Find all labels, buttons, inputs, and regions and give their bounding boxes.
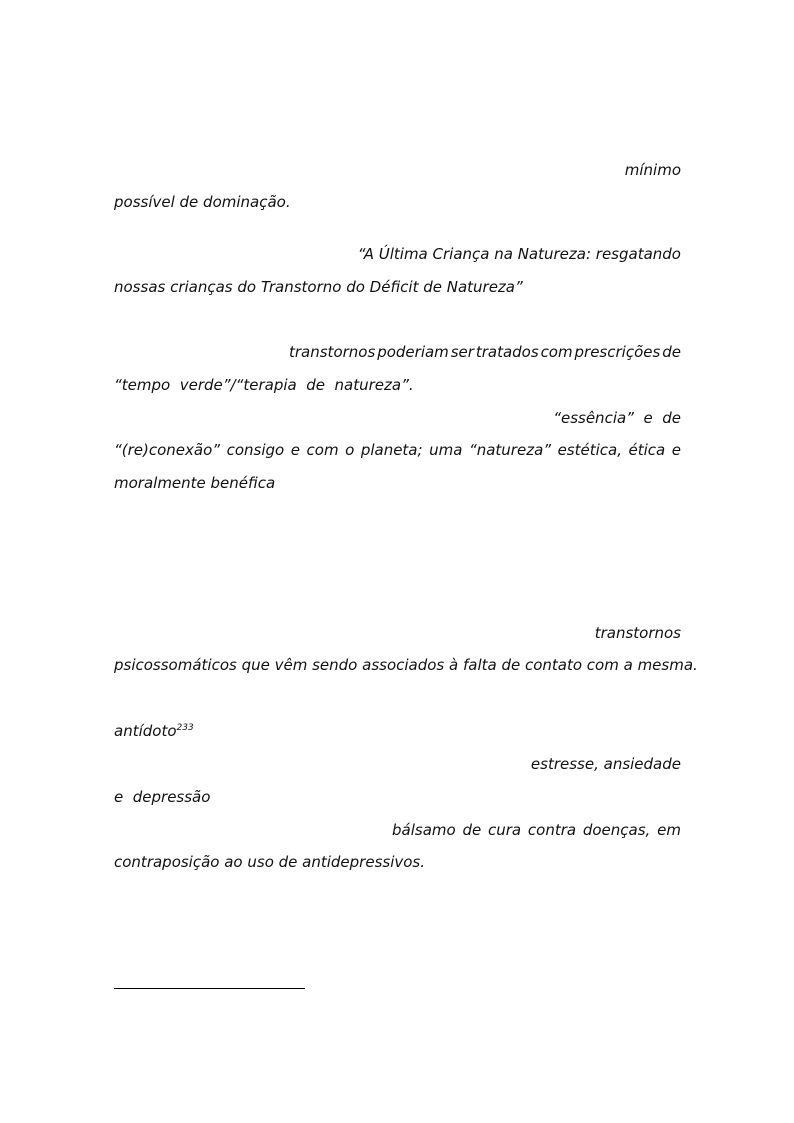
antidoto-word: antídoto xyxy=(114,722,177,740)
text-line-minimo: mínimo xyxy=(624,161,681,179)
text-line-moralmente: moralmente benéfica xyxy=(114,474,276,492)
text-line-depressao: e depressão xyxy=(114,788,211,806)
text-line-book-title-cont: nossas crianças do Transtorno do Déficit de Natureza” xyxy=(114,278,523,296)
text-line-reconexao xyxy=(114,440,681,460)
word: contra xyxy=(527,821,577,839)
text-line-antidoto xyxy=(114,721,194,741)
word: “natureza” xyxy=(468,441,552,459)
word: de xyxy=(662,343,681,361)
word: ser xyxy=(450,343,474,361)
text-line-transtornos-2: transtornos xyxy=(594,624,681,642)
text-line-estresse: estresse, ansiedade xyxy=(530,755,681,773)
text-line-transtornos xyxy=(289,342,681,362)
word: poderiam xyxy=(377,343,449,361)
word: bálsamo xyxy=(392,821,456,839)
word: em xyxy=(657,821,681,839)
word: transtornos xyxy=(289,343,376,361)
word: com xyxy=(306,441,339,459)
text-line-contraposicao: contraposição ao uso de antidepressivos. xyxy=(114,853,426,871)
text-line-dominacao: possível de dominação. xyxy=(114,193,291,211)
word: estética, xyxy=(557,441,622,459)
footnote-separator xyxy=(114,988,305,989)
word: e xyxy=(290,441,300,459)
text-line-tempo-verde: “tempo verde”/“terapia de natureza”. xyxy=(114,376,414,394)
word: prescrições xyxy=(574,343,661,361)
text-line-balsamo xyxy=(392,820,681,840)
word: e xyxy=(671,441,681,459)
footnote-marker[interactable]: 233 xyxy=(176,723,194,733)
word: tratados xyxy=(475,343,539,361)
word: cura xyxy=(488,821,522,839)
word: com xyxy=(540,343,573,361)
text-line-psicossomaticos: psicossomáticos que vêm sendo associados à falta de contato com a mesma. xyxy=(114,656,698,674)
text-line-essencia: “essência” e de xyxy=(553,409,681,427)
word: doenças, xyxy=(582,821,651,839)
text-line-book-title: “A Última Criança na Natureza: resgatando xyxy=(357,245,681,263)
word: consigo xyxy=(226,441,285,459)
word: de xyxy=(462,821,482,839)
word: uma xyxy=(429,441,463,459)
word: planeta; xyxy=(360,441,423,459)
word: o xyxy=(345,441,355,459)
word: “(re)conexão” xyxy=(114,441,221,459)
word: ética xyxy=(628,441,666,459)
